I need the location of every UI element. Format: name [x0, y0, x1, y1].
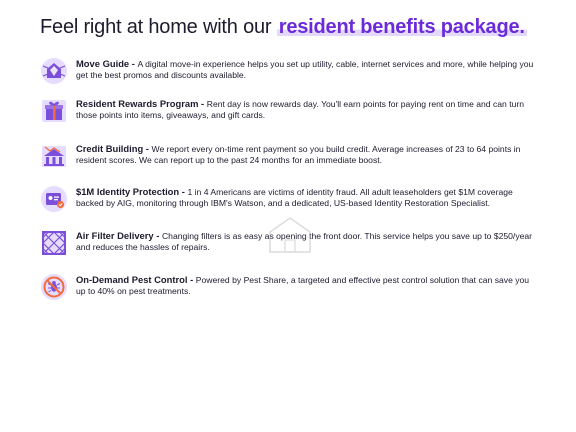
benefit-text: [76, 98, 536, 121]
move-guide-icon: [40, 57, 68, 85]
benefit-description: 1 in 4 Americans are victims of identity fraud. All adult leaseholders get $1M coverage backed by AIG, monitoring through IBM's Watson, and a dedicated, US-based Identity Restoration Specialist.: [76, 187, 513, 208]
benefit-description: Changing filters is as easy as opening the front door. This service helps you save up to $250/year and reduces the hassles of repairs.: [76, 231, 533, 252]
benefit-title: Air Filter Delivery -: [76, 230, 162, 241]
headline-highlight: resident benefits package.: [278, 16, 525, 38]
benefit-text: [76, 186, 536, 209]
credit-building-icon: [40, 142, 68, 170]
air-filter-icon: [40, 229, 68, 257]
identity-protection-icon: [40, 185, 68, 213]
benefit-text: [76, 143, 536, 166]
headline-prefix: Feel right at home with our: [40, 16, 277, 38]
benefit-title: Resident Rewards Program -: [76, 98, 207, 109]
benefit-title: $1M Identity Protection -: [76, 186, 188, 197]
pest-control-icon: [40, 273, 68, 301]
page-headline: [40, 13, 560, 41]
benefit-text: [76, 58, 536, 81]
benefit-description: Powered by Pest Share, a targeted and effective pest control solution that can save you up to 40% on pest treatments.: [76, 275, 530, 296]
benefit-description: Rent day is now rewards day. You'll earn points for paying rent on time and can turn those points into items, giveaways, and gift cards.: [76, 99, 525, 120]
benefit-title: Move Guide -: [76, 58, 138, 69]
benefit-title: Credit Building -: [76, 143, 152, 154]
benefit-description: A digital move-in experience helps you set up utility, cable, internet services and more, while helping you get the best promos and discounts available.: [76, 59, 534, 80]
benefit-text: [76, 274, 536, 297]
benefit-description: We report every on-time rent payment so you build credit. Average increases of 23 to 64 points in resident scores. We can report up to the past 24 months for an immediate boost.: [76, 144, 521, 165]
watermark-house-icon: [240, 210, 340, 260]
gift-icon: [40, 97, 68, 125]
benefit-title: On-Demand Pest Control -: [76, 274, 196, 285]
